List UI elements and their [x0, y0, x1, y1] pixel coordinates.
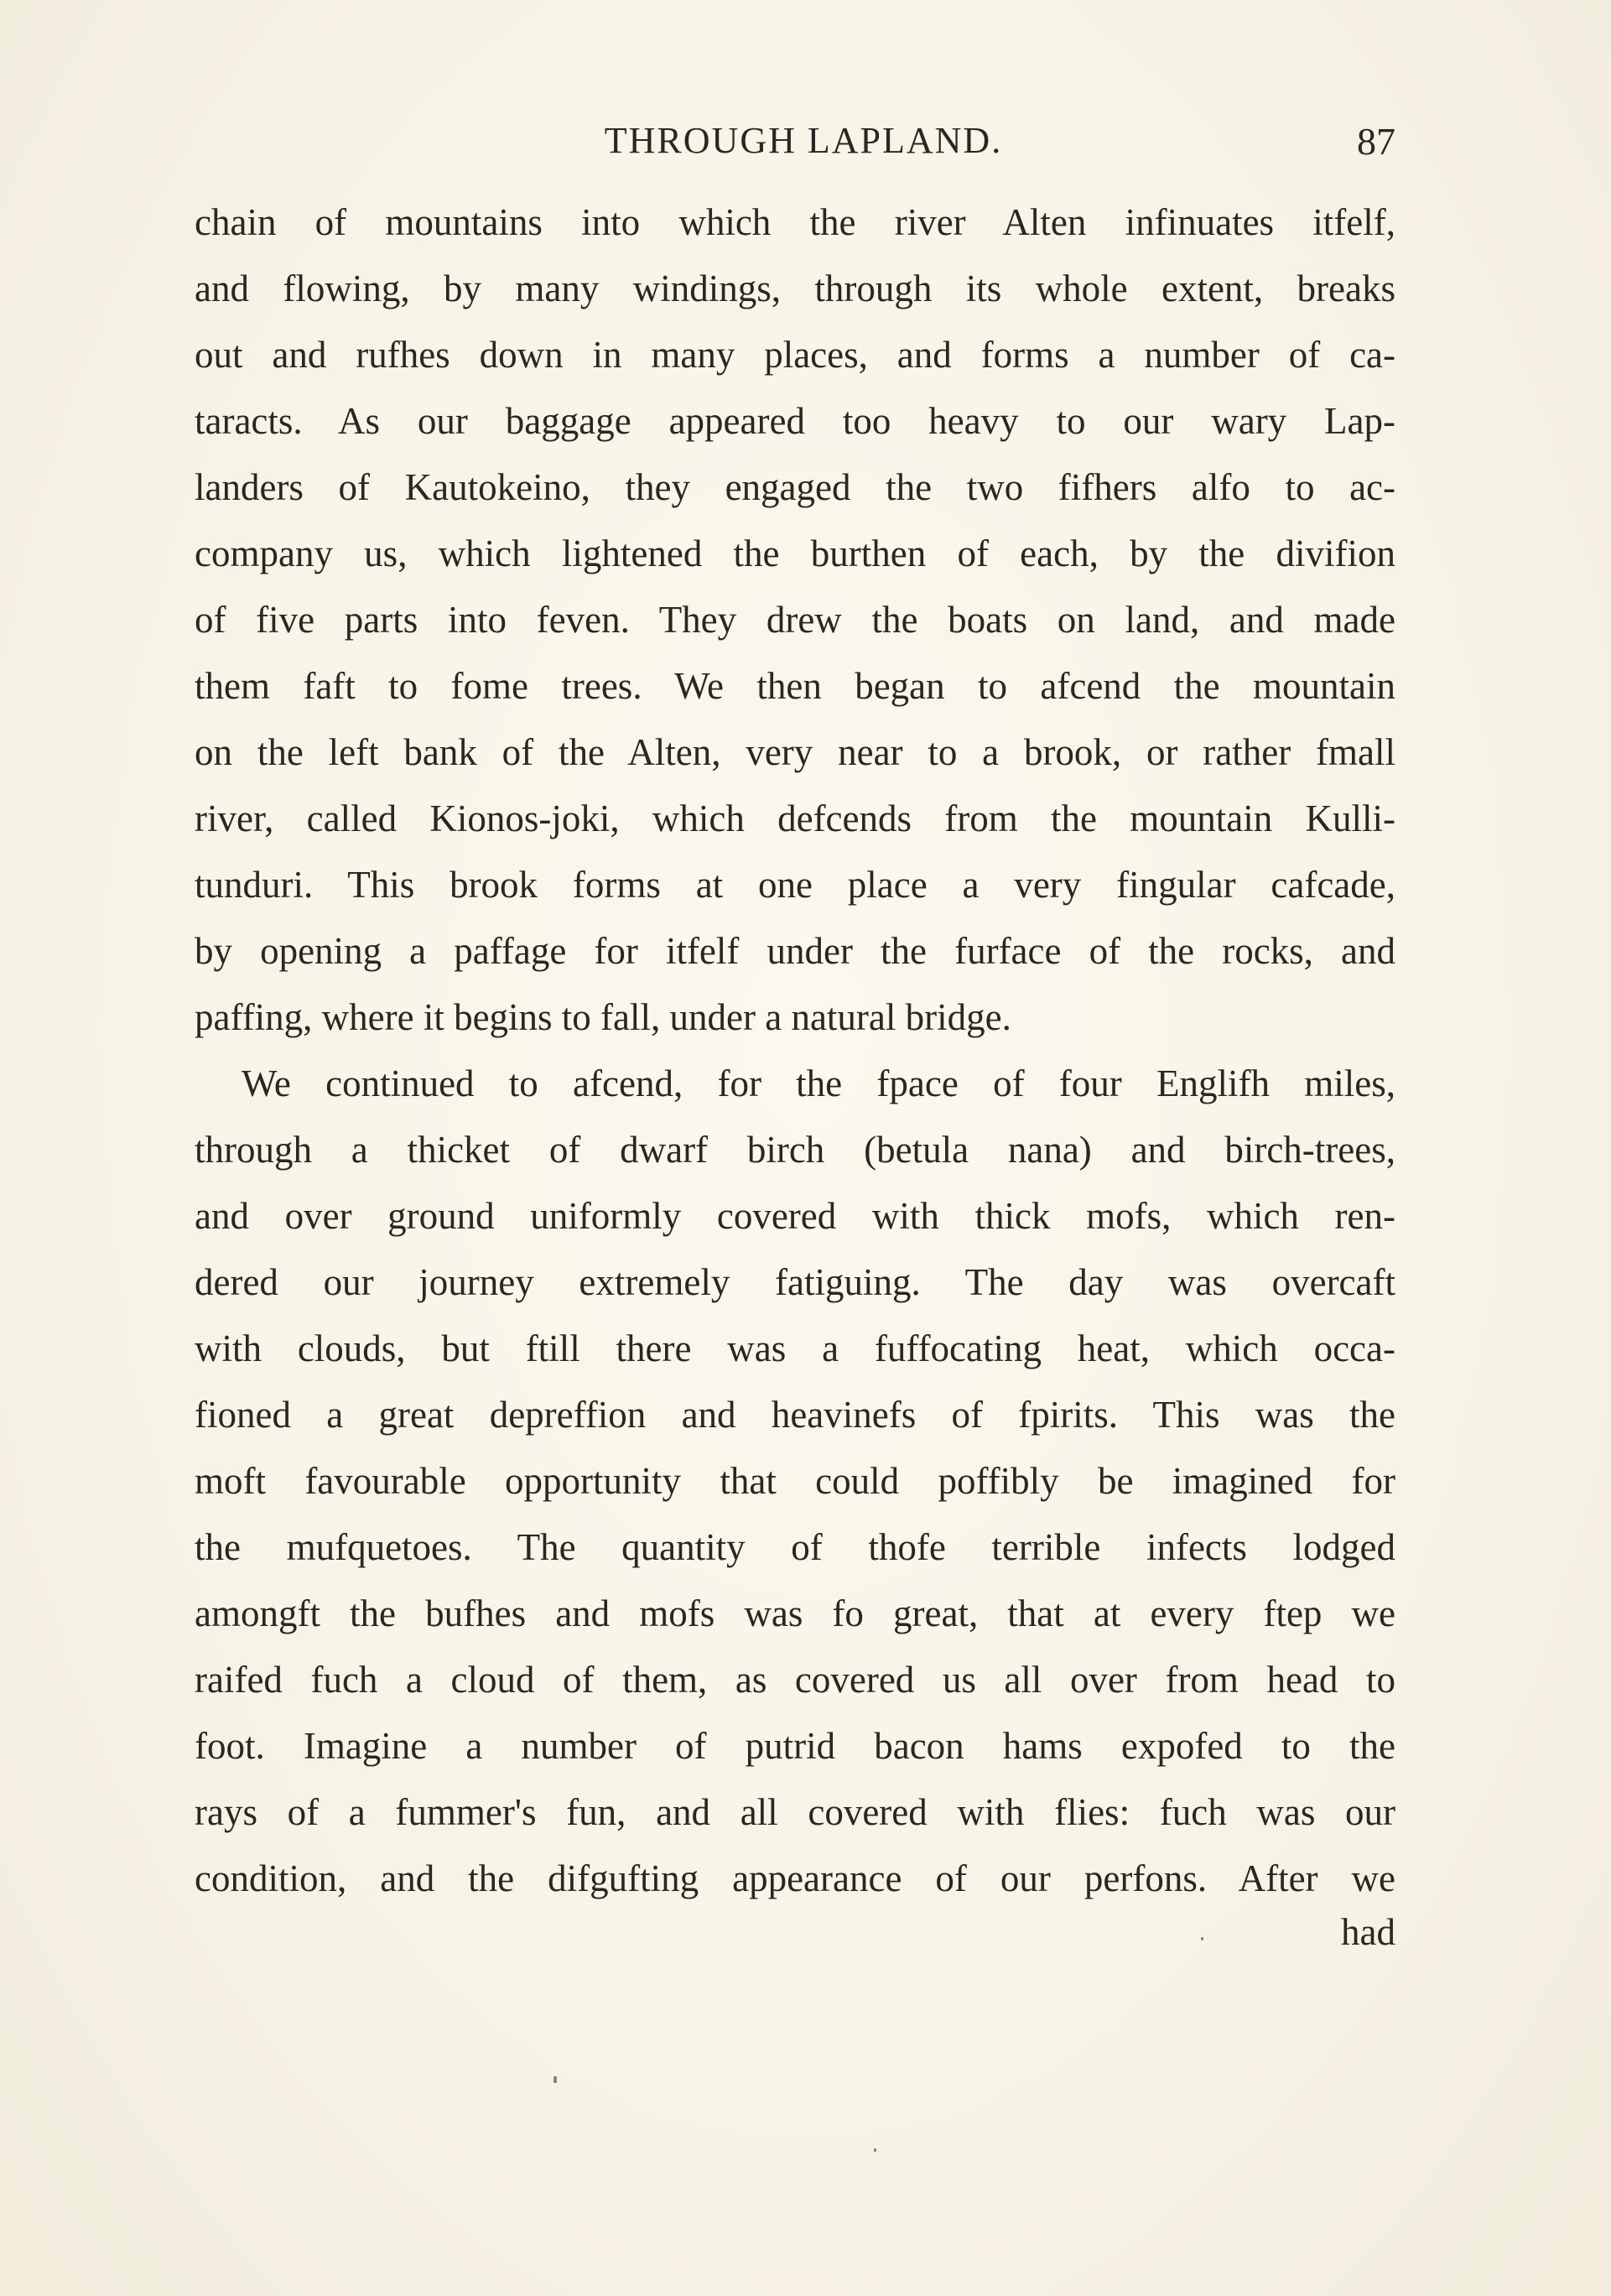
paper-speck [874, 2148, 876, 2152]
text-line: them faft to fome trees. We then began to afcend the mountain [195, 665, 1395, 707]
text-line: river, called Kionos-joki, which defcends from the mountain Kulli- [195, 797, 1395, 839]
text-line: through a thicket of dwarf birch (betula nana) and birch-trees, [195, 1129, 1395, 1171]
text-line: the mufquetoes. The quantity of thofe terrible infects lodged [195, 1526, 1395, 1568]
paper-speck [1201, 1937, 1203, 1940]
text-line: dered our journey extremely fatiguing. The day was overcaft [195, 1261, 1395, 1303]
text-line-paragraph-start: We continued to afcend, for the fpace of four Englifh miles, [242, 1062, 1395, 1104]
text-line: moft favourable opportunity that could poffibly be imagined for [195, 1460, 1395, 1502]
text-line: and over ground uniformly covered with thick mofs, which ren- [195, 1195, 1395, 1237]
text-line: landers of Kautokeino, they engaged the two fifhers alfo to ac- [195, 466, 1395, 508]
running-head [195, 116, 1395, 166]
text-line: fioned a great depreffion and heavinefs of fpirits. This was the [195, 1394, 1395, 1436]
text-line: foot. Imagine a number of putrid bacon hams expofed to the [195, 1725, 1395, 1767]
text-line: taracts. As our baggage appeared too heavy to our wary Lap- [195, 400, 1395, 442]
text-line: raifed fuch a cloud of them, as covered us all over from head to [195, 1659, 1395, 1701]
text-line: and flowing, by many windings, through its whole extent, breaks [195, 268, 1395, 309]
text-line: tunduri. This brook forms at one place a very fingular cafcade, [195, 864, 1395, 906]
body-text [195, 190, 1395, 1912]
text-line: on the left bank of the Alten, very near to a brook, or rather fmall [195, 731, 1395, 773]
page-number: 87 [1357, 120, 1395, 163]
text-line: chain of mountains into which the river Alten infinuates itfelf, [195, 201, 1395, 243]
text-line: of five parts into feven. They drew the boats on land, and made [195, 599, 1395, 641]
text-line: condition, and the difgufting appearance of our perfons. After we [195, 1857, 1395, 1899]
catchword: had [1341, 1911, 1395, 1953]
text-line: with clouds, but ftill there was a fuffocating heat, which occa- [195, 1327, 1395, 1369]
text-line: rays of a fummer's fun, and all covered with flies: fuch was our [195, 1791, 1395, 1833]
text-line: by opening a paffage for itfelf under the furface of the rocks, and [195, 930, 1395, 972]
text-line-paragraph-end: paffing, where it begins to fall, under a natural bridge. [195, 996, 1011, 1038]
paper-speck [553, 2076, 557, 2083]
text-line: amongft the bufhes and mofs was fo great, that at every ftep we [195, 1592, 1395, 1634]
text-line: out and rufhes down in many places, and forms a number of ca- [195, 334, 1395, 376]
text-line: company us, which lightened the burthen of each, by the divifion [195, 532, 1395, 574]
running-head-title: THROUGH LAPLAND. [604, 120, 1003, 161]
